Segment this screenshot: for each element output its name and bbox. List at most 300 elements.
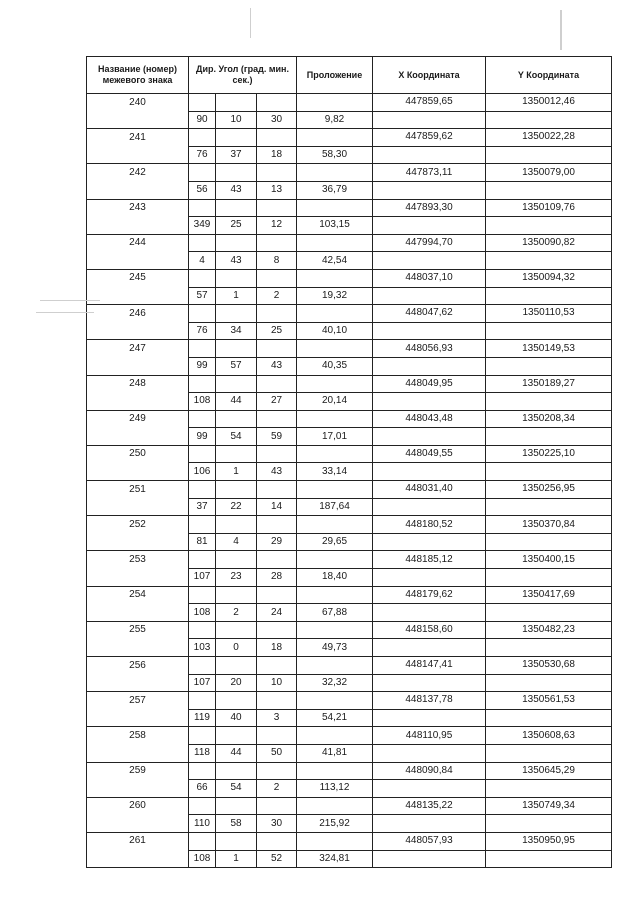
empty-cell [486,498,612,516]
empty-cell [373,498,486,516]
empty-cell [257,164,297,182]
y-coordinate: 1350149,53 [486,340,612,358]
empty-cell [216,657,257,675]
empty-cell [257,586,297,604]
empty-cell [486,357,612,375]
empty-cell [297,516,373,534]
header-direction-angle: Дир. Угол (град. мин. сек.) [189,57,297,94]
point-row [87,797,612,815]
point-row [87,727,612,745]
empty-cell [189,199,216,217]
mark-name: 252 [87,516,189,534]
empty-cell [373,217,486,235]
angle-degrees: 349 [189,217,216,235]
segment-row [87,533,612,551]
empty-cell [297,657,373,675]
empty-cell [257,481,297,499]
empty-cell [216,516,257,534]
point-row [87,234,612,252]
angle-degrees: 57 [189,287,216,305]
empty-cell [189,727,216,745]
empty-cell [216,199,257,217]
empty-cell [297,234,373,252]
empty-cell [257,692,297,710]
angle-minutes: 54 [216,780,257,798]
header-x-coordinate: X Координата [373,57,486,94]
mark-name: 250 [87,445,189,463]
scan-noise [560,10,562,50]
y-coordinate: 1350012,46 [486,94,612,112]
segment-row [87,287,612,305]
segment-length: 40,10 [297,322,373,340]
empty-cell [297,551,373,569]
empty-cell [189,305,216,323]
segment-length: 187,64 [297,498,373,516]
empty-cell [216,340,257,358]
empty-cell [87,498,189,516]
empty-cell [216,375,257,393]
angle-degrees: 99 [189,428,216,446]
empty-cell [373,252,486,270]
empty-cell [87,217,189,235]
mark-name: 246 [87,305,189,323]
empty-cell [257,657,297,675]
segment-row [87,322,612,340]
empty-cell [297,481,373,499]
point-row [87,657,612,675]
segment-length: 324,81 [297,850,373,868]
mark-name: 255 [87,621,189,639]
segment-row [87,815,612,833]
mark-name: 247 [87,340,189,358]
empty-cell [87,533,189,551]
empty-cell [216,621,257,639]
point-row [87,340,612,358]
empty-cell [486,815,612,833]
segment-row [87,146,612,164]
empty-cell [373,674,486,692]
angle-minutes: 37 [216,146,257,164]
angle-seconds: 30 [257,111,297,129]
empty-cell [486,111,612,129]
angle-degrees: 106 [189,463,216,481]
empty-cell [373,393,486,411]
empty-cell [216,586,257,604]
empty-cell [486,287,612,305]
point-row [87,586,612,604]
empty-cell [297,129,373,147]
mark-name: 249 [87,410,189,428]
empty-cell [373,850,486,868]
angle-seconds: 28 [257,569,297,587]
point-row [87,762,612,780]
segment-row [87,428,612,446]
angle-minutes: 44 [216,744,257,762]
angle-minutes: 0 [216,639,257,657]
empty-cell [216,481,257,499]
angle-degrees: 110 [189,815,216,833]
empty-cell [373,569,486,587]
point-row [87,445,612,463]
empty-cell [297,445,373,463]
segment-length: 20,14 [297,393,373,411]
x-coordinate: 448179,62 [373,586,486,604]
empty-cell [297,727,373,745]
header-length: Проложение [297,57,373,94]
boundary-marks-table [86,56,612,868]
empty-cell [87,252,189,270]
empty-cell [486,709,612,727]
angle-seconds: 30 [257,815,297,833]
empty-cell [189,234,216,252]
x-coordinate: 447893,30 [373,199,486,217]
scan-noise [250,8,251,38]
x-coordinate: 448057,93 [373,832,486,850]
segment-length: 103,15 [297,217,373,235]
mark-name: 244 [87,234,189,252]
empty-cell [257,94,297,112]
point-row [87,410,612,428]
empty-cell [189,340,216,358]
segment-row [87,569,612,587]
empty-cell [216,727,257,745]
y-coordinate: 1350370,84 [486,516,612,534]
mark-name: 257 [87,692,189,710]
angle-seconds: 8 [257,252,297,270]
point-row [87,481,612,499]
empty-cell [257,129,297,147]
x-coordinate: 447859,62 [373,129,486,147]
angle-minutes: 1 [216,463,257,481]
y-coordinate: 1350417,69 [486,586,612,604]
point-row [87,305,612,323]
y-coordinate: 1350208,34 [486,410,612,428]
angle-seconds: 27 [257,393,297,411]
y-coordinate: 1350749,34 [486,797,612,815]
segment-row [87,217,612,235]
angle-degrees: 108 [189,604,216,622]
empty-cell [257,375,297,393]
empty-cell [486,674,612,692]
segment-length: 29,65 [297,533,373,551]
angle-seconds: 50 [257,744,297,762]
empty-cell [486,744,612,762]
angle-seconds: 43 [257,357,297,375]
empty-cell [189,445,216,463]
empty-cell [87,393,189,411]
segment-length: 215,92 [297,815,373,833]
empty-cell [216,832,257,850]
segment-length: 32,32 [297,674,373,692]
empty-cell [87,322,189,340]
empty-cell [189,410,216,428]
segment-length: 18,40 [297,569,373,587]
empty-cell [297,410,373,428]
angle-minutes: 25 [216,217,257,235]
angle-minutes: 57 [216,357,257,375]
empty-cell [297,375,373,393]
table-body [87,94,612,868]
empty-cell [189,621,216,639]
y-coordinate: 1350189,27 [486,375,612,393]
empty-cell [297,832,373,850]
empty-cell [297,305,373,323]
segment-row [87,181,612,199]
empty-cell [216,305,257,323]
empty-cell [486,569,612,587]
segment-row [87,498,612,516]
empty-cell [87,463,189,481]
empty-cell [189,516,216,534]
angle-degrees: 107 [189,569,216,587]
empty-cell [189,164,216,182]
point-row [87,199,612,217]
point-row [87,621,612,639]
mark-name: 260 [87,797,189,815]
point-row [87,516,612,534]
empty-cell [216,551,257,569]
empty-cell [87,674,189,692]
empty-cell [87,287,189,305]
angle-degrees: 99 [189,357,216,375]
empty-cell [486,780,612,798]
empty-cell [297,269,373,287]
point-row [87,129,612,147]
segment-row [87,357,612,375]
angle-seconds: 25 [257,322,297,340]
mark-name: 245 [87,269,189,287]
angle-seconds: 2 [257,780,297,798]
empty-cell [189,692,216,710]
empty-cell [373,111,486,129]
empty-cell [257,762,297,780]
x-coordinate: 448043,48 [373,410,486,428]
segment-length: 67,88 [297,604,373,622]
point-row [87,551,612,569]
angle-degrees: 76 [189,146,216,164]
table-header-row [87,57,612,94]
mark-name: 242 [87,164,189,182]
angle-minutes: 58 [216,815,257,833]
x-coordinate: 448031,40 [373,481,486,499]
mark-name: 243 [87,199,189,217]
x-coordinate: 448137,78 [373,692,486,710]
angle-seconds: 59 [257,428,297,446]
segment-row [87,744,612,762]
empty-cell [189,94,216,112]
angle-minutes: 4 [216,533,257,551]
empty-cell [87,744,189,762]
x-coordinate: 448049,95 [373,375,486,393]
angle-minutes: 44 [216,393,257,411]
angle-seconds: 2 [257,287,297,305]
empty-cell [373,604,486,622]
angle-degrees: 37 [189,498,216,516]
angle-seconds: 14 [257,498,297,516]
segment-length: 40,35 [297,357,373,375]
mark-name: 256 [87,657,189,675]
segment-length: 17,01 [297,428,373,446]
y-coordinate: 1350950,95 [486,832,612,850]
point-row [87,164,612,182]
empty-cell [87,181,189,199]
empty-cell [216,269,257,287]
x-coordinate: 447873,11 [373,164,486,182]
angle-seconds: 3 [257,709,297,727]
x-coordinate: 448049,55 [373,445,486,463]
mark-name: 254 [87,586,189,604]
mark-name: 259 [87,762,189,780]
angle-degrees: 66 [189,780,216,798]
angle-degrees: 107 [189,674,216,692]
x-coordinate: 448047,62 [373,305,486,323]
empty-cell [486,146,612,164]
angle-seconds: 43 [257,463,297,481]
empty-cell [189,129,216,147]
empty-cell [297,340,373,358]
mark-name: 258 [87,727,189,745]
angle-degrees: 108 [189,850,216,868]
empty-cell [257,445,297,463]
empty-cell [373,287,486,305]
angle-degrees: 118 [189,744,216,762]
segment-row [87,639,612,657]
empty-cell [373,322,486,340]
point-row [87,94,612,112]
empty-cell [87,850,189,868]
empty-cell [257,199,297,217]
empty-cell [486,217,612,235]
empty-cell [87,428,189,446]
header-y-coordinate: Y Координата [486,57,612,94]
empty-cell [373,780,486,798]
empty-cell [257,234,297,252]
angle-minutes: 34 [216,322,257,340]
x-coordinate: 448110,95 [373,727,486,745]
empty-cell [297,797,373,815]
empty-cell [257,410,297,428]
angle-seconds: 13 [257,181,297,199]
empty-cell [87,639,189,657]
angle-seconds: 18 [257,146,297,164]
angle-degrees: 81 [189,533,216,551]
angle-minutes: 23 [216,569,257,587]
empty-cell [189,269,216,287]
empty-cell [189,481,216,499]
empty-cell [257,621,297,639]
angle-minutes: 40 [216,709,257,727]
empty-cell [373,146,486,164]
empty-cell [87,569,189,587]
angle-minutes: 22 [216,498,257,516]
empty-cell [216,410,257,428]
segment-length: 49,73 [297,639,373,657]
x-coordinate: 448147,41 [373,657,486,675]
empty-cell [87,604,189,622]
point-row [87,692,612,710]
y-coordinate: 1350109,76 [486,199,612,217]
segment-length: 33,14 [297,463,373,481]
empty-cell [189,832,216,850]
segment-length: 19,32 [297,287,373,305]
empty-cell [216,797,257,815]
segment-length: 58,30 [297,146,373,164]
mark-name: 253 [87,551,189,569]
empty-cell [373,533,486,551]
x-coordinate: 448037,10 [373,269,486,287]
empty-cell [486,850,612,868]
empty-cell [373,181,486,199]
empty-cell [486,639,612,657]
empty-cell [486,428,612,446]
angle-degrees: 56 [189,181,216,199]
empty-cell [373,428,486,446]
x-coordinate: 448090,84 [373,762,486,780]
empty-cell [297,586,373,604]
point-row [87,832,612,850]
empty-cell [373,463,486,481]
y-coordinate: 1350110,53 [486,305,612,323]
empty-cell [257,269,297,287]
y-coordinate: 1350225,10 [486,445,612,463]
angle-seconds: 18 [257,639,297,657]
x-coordinate: 448135,22 [373,797,486,815]
empty-cell [257,340,297,358]
angle-degrees: 4 [189,252,216,270]
empty-cell [257,727,297,745]
point-row [87,375,612,393]
empty-cell [486,604,612,622]
angle-minutes: 2 [216,604,257,622]
y-coordinate: 1350561,53 [486,692,612,710]
y-coordinate: 1350400,15 [486,551,612,569]
header-mark-name: Название (номер) межевого знака [87,57,189,94]
segment-row [87,393,612,411]
angle-minutes: 10 [216,111,257,129]
empty-cell [257,797,297,815]
empty-cell [87,146,189,164]
empty-cell [373,357,486,375]
empty-cell [373,639,486,657]
empty-cell [87,709,189,727]
x-coordinate: 448056,93 [373,340,486,358]
empty-cell [87,780,189,798]
y-coordinate: 1350645,29 [486,762,612,780]
y-coordinate: 1350482,23 [486,621,612,639]
empty-cell [216,692,257,710]
angle-degrees: 108 [189,393,216,411]
x-coordinate: 447994,70 [373,234,486,252]
scan-noise [36,312,94,313]
angle-minutes: 43 [216,252,257,270]
empty-cell [297,621,373,639]
y-coordinate: 1350256,95 [486,481,612,499]
segment-row [87,709,612,727]
empty-cell [297,762,373,780]
empty-cell [216,234,257,252]
empty-cell [297,692,373,710]
angle-degrees: 119 [189,709,216,727]
segment-length: 54,21 [297,709,373,727]
angle-minutes: 43 [216,181,257,199]
angle-degrees: 90 [189,111,216,129]
angle-seconds: 24 [257,604,297,622]
segment-row [87,674,612,692]
angle-minutes: 1 [216,850,257,868]
y-coordinate: 1350022,28 [486,129,612,147]
mark-name: 241 [87,129,189,147]
empty-cell [297,94,373,112]
